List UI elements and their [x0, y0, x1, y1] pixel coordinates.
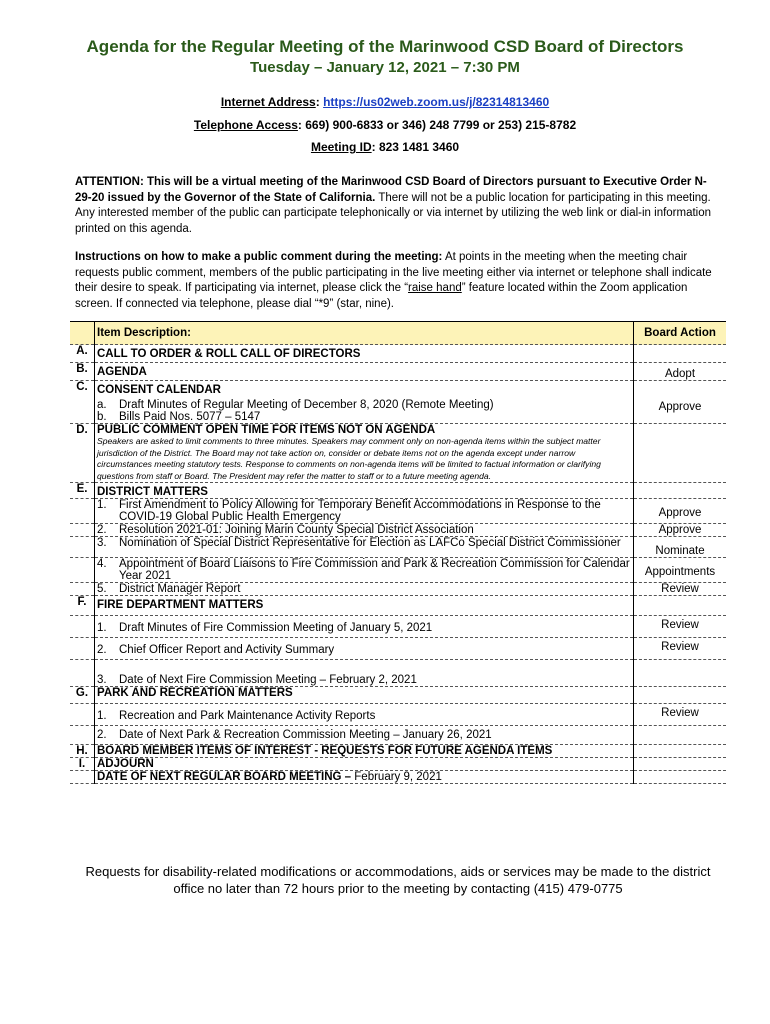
sub-item-row: 1. First Amendment to Policy Allowing for Temporary Benefit Accommodations in Response to the COVID-19 Global Public Health Emergency Approve: [70, 499, 726, 524]
meeting-date: Tuesday – January 12, 2021 – 7:30 PM: [250, 59, 520, 76]
item-action: Approve: [634, 524, 727, 537]
item-letter: B.: [70, 363, 95, 381]
sub-item-row: 3. Date of Next Fire Commission Meeting – February 2, 2021: [70, 660, 726, 687]
item-title: AGENDA: [95, 363, 634, 381]
meeting-id-label: Meeting ID: [310, 140, 372, 154]
sub-item-row: 2. Resolution 2021-01: Joining Marin County Special District Association Approve: [70, 524, 726, 537]
agenda-table: [70, 321, 726, 784]
item-title: FIRE DEPARTMENT MATTERS: [95, 596, 634, 616]
item-title: CONSENT CALENDAR: [97, 384, 221, 396]
sub-item-row: 5. District Manager Report Review: [70, 583, 726, 596]
next-meeting-label: DATE OF NEXT REGULAR BOARD MEETING –: [97, 771, 352, 783]
public-comment-note: Speakers are asked to limit comments to three minutes. Speakers may comment only on non-agenda items within the subject matter jurisdiction of the District. The Board may not take action on, consider or debate items not on the agenda except under narrow circumstances meeting statutory tests. Response to comments on non-agenda items will be limited to factual information or clarifying questions from staff or Board. The President may refer the matter to staff or to a future meeting agenda.: [97, 436, 601, 481]
item-action: Review: [634, 616, 727, 638]
item-action: Review: [634, 638, 727, 660]
item-action: Nominate: [634, 537, 727, 558]
item-letter: G.: [70, 687, 95, 704]
instructions-paragraph: [75, 250, 715, 312]
sub-item-row: 1. Draft Minutes of Fire Commission Meeting of January 5, 2021 Review: [70, 616, 726, 638]
item-letter: E.: [70, 483, 95, 499]
agenda-item-g: [70, 687, 726, 704]
agenda-item-c: [70, 381, 726, 424]
item-letter: F.: [70, 596, 95, 616]
sub-item-row: 2. Date of Next Park & Recreation Commission Meeting – January 26, 2021: [70, 726, 726, 745]
instructions-text-1: At points in the meeting when the meeting chair requests public comment, members of the public participating in the live meeting either via internet or telephone shall indicate their desire to speak. If participating via internet, please click the “: [75, 251, 712, 294]
item-title: PARK AND RECREATION MATTERS: [95, 687, 634, 704]
sub-item: a. Draft Minutes of Regular Meeting of December 8, 2020 (Remote Meeting): [97, 399, 494, 411]
zoom-link[interactable]: https://us02web.zoom.us/j/82314813460: [323, 95, 550, 109]
agenda-item-h: [70, 745, 726, 758]
telephone-access: [0, 118, 770, 132]
meeting-id: [0, 140, 770, 154]
agenda-item-e: [70, 483, 726, 499]
item-title: BOARD MEMBER ITEMS OF INTEREST - REQUESTS FOR FUTURE AGENDA ITEMS: [95, 745, 634, 758]
attention-paragraph: [75, 175, 715, 237]
sub-item-row: 1. Recreation and Park Maintenance Activity Reports Review: [70, 704, 726, 726]
col-item-description: Item Description:: [95, 322, 634, 345]
instructions-bold: Instructions on how to make a public comment during the meeting:: [75, 251, 443, 263]
meeting-id-value: : 823 1481 3460: [371, 140, 460, 154]
item-letter: H.: [70, 745, 95, 758]
agenda-title: Agenda for the Regular Meeting of the Marinwood CSD Board of Directors: [86, 37, 684, 56]
item-letter: A.: [70, 345, 95, 363]
agenda-item-i: [70, 758, 726, 771]
item-action: Review: [634, 704, 727, 726]
item-action: Appointments: [634, 558, 727, 583]
agenda-item-d: [70, 424, 726, 483]
item-action: Review: [634, 583, 727, 596]
item-title: DISTRICT MATTERS: [95, 483, 634, 499]
telephone-label: Telephone Access: [193, 118, 298, 132]
item-letter: C.: [70, 381, 95, 424]
telephone-value: : 669) 900-6833 or 346) 248 7799 or 253) 215-8782: [297, 118, 577, 132]
item-action: Approve: [634, 381, 727, 424]
item-title: PUBLIC COMMENT OPEN TIME FOR ITEMS NOT ON AGENDA: [97, 424, 436, 436]
agenda-item-a: [70, 345, 726, 363]
instructions-text-2: ” feature located within the Zoom application screen. If connected via telephone, please dial “*9” (star, nine).: [75, 282, 688, 310]
agenda-item-f: [70, 596, 726, 616]
next-meeting-date: February 9, 2021: [351, 771, 442, 783]
sub-item-row: 2. Chief Officer Report and Activity Summary Review: [70, 638, 726, 660]
item-letter: D.: [70, 424, 95, 483]
agenda-item-b: [70, 363, 726, 381]
sub-item-row: 4. Appointment of Board Liaisons to Fire Commission and Park & Recreation Commission for Calendar Year 2021 Appointments: [70, 558, 726, 583]
item-title: ADJOURN: [95, 758, 634, 771]
raise-hand-text: raise hand: [408, 282, 462, 294]
internet-address: Internet Address: https://us02web.zoom.us/j/82314813460: [220, 95, 550, 109]
col-board-action: Board Action: [634, 322, 727, 345]
next-meeting-row: [70, 771, 726, 784]
item-title: CALL TO ORDER & ROLL CALL OF DIRECTORS: [95, 345, 634, 363]
item-action: Adopt: [634, 363, 727, 381]
item-letter: I.: [70, 758, 95, 771]
attention-text: There will not be a public location for participating in this meeting. Any interested member of the public can participate telephonically or via internet by utilizing the web link or dial-in information printed on this agenda.: [75, 191, 712, 235]
attention-bold: ATTENTION: This will be a virtual meeting of the Marinwood CSD Board of Directors pursuant to Executive Order N-29-20 issued by the Governor of the State of California.: [75, 176, 707, 204]
table-header-row: [70, 322, 726, 345]
accessibility-notice: Requests for disability-related modifications or accommodations, aids or services may be made to the district office no later than 72 hours prior to the meeting by contacting (415) 479-0775: [85, 864, 711, 896]
sub-item: b. Bills Paid Nos. 5077 – 5147: [97, 411, 261, 423]
internet-label: Internet Address: [220, 95, 316, 109]
sub-item-row: 3. Nomination of Special District Representative for Election as LAFCo Special District Commissioner Nominate: [70, 537, 726, 558]
item-action: Approve: [634, 499, 727, 524]
